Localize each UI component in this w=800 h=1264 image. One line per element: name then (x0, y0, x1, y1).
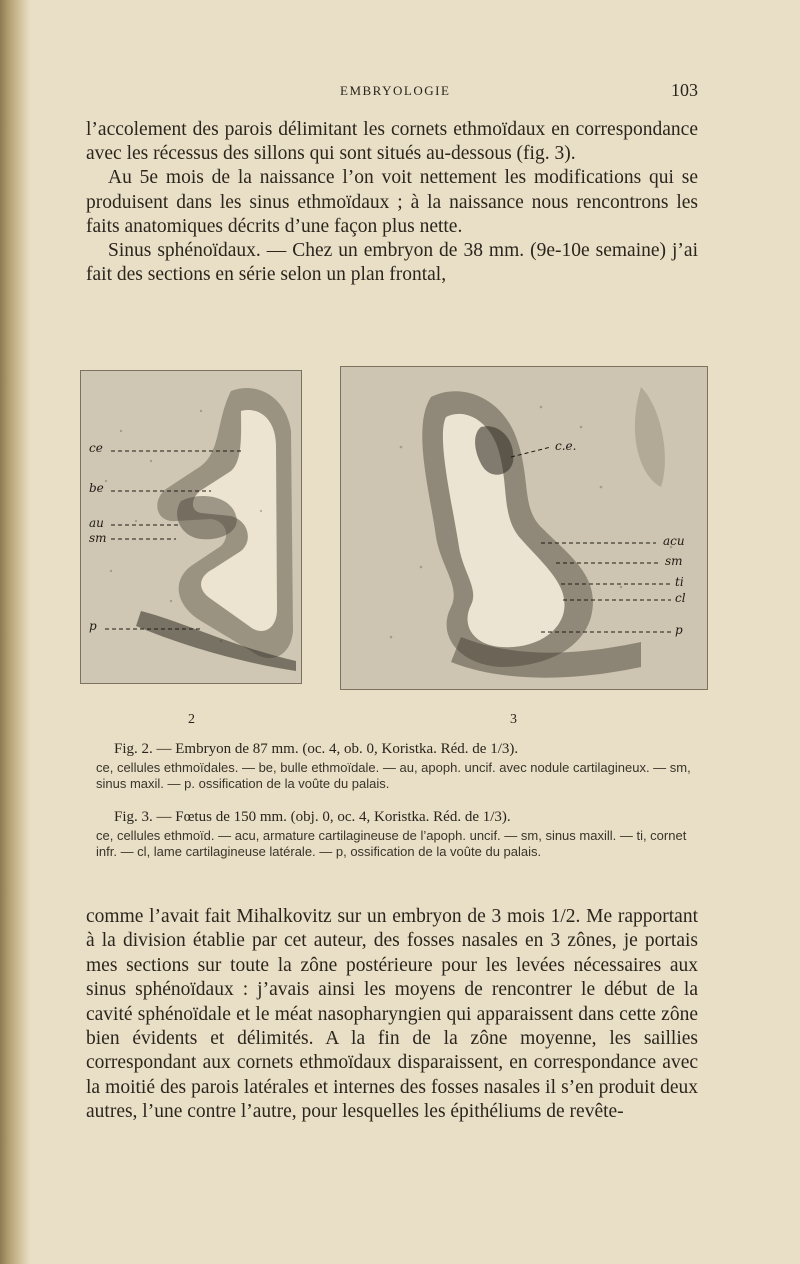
figure-2-number: 2 (188, 712, 195, 727)
fig2-label-sm: sm (89, 531, 107, 545)
fig3-label-sm: sm (665, 554, 683, 568)
fig3-label-cl: cl (675, 591, 686, 605)
fig3-label-p: p (675, 623, 683, 637)
figure-3-caption (96, 808, 696, 860)
fig3-label-ti: ti (675, 575, 684, 589)
page-number: 103 (671, 80, 698, 100)
figure-3-number: 3 (510, 712, 517, 727)
fig3-label-acu: acu (663, 534, 685, 548)
fig2-label-ce: ce (89, 441, 103, 455)
figure-2-drawing (81, 371, 301, 683)
fig3-label-ce: c.e. (555, 439, 577, 453)
figure-2-caption-title: Fig. 2. — Embryon de 87 mm. (oc. 4, ob. 0, Koristka. Réd. de 1/3). (114, 741, 519, 757)
fig2-label-p: p (89, 619, 97, 633)
paragraph-3: Sinus sphénoïdaux. — Chez un embryon de 38 mm. (9e-10e semaine) j’ai fait des sections en série selon un plan frontal, (86, 240, 698, 286)
top-text-block (86, 118, 698, 287)
fig2-label-be: be (89, 481, 104, 495)
figure-3-micrograph (340, 366, 708, 690)
figure-3-drawing (341, 367, 707, 689)
figure-3-caption-legend: ce, cellules ethmoïd. — acu, armature cartilagineuse de l’apoph. uncif. — sm, sinus maxill. — ti, cornet infr. — cl, lame cartilagineuse latérale. — p, ossification de la voûte du palais. (96, 828, 687, 859)
page-binding-shadow (0, 0, 30, 1264)
running-head (0, 80, 800, 102)
bottom-text-block (86, 905, 698, 1125)
paragraph-4: comme l’avait fait Mihalkovitz sur un embryon de 3 mois 1/2. Me rapportant à la division établie par cet auteur, des fosses nasales en 3 zônes, je portais mes sections sur toute la zône postérieure pour les levées nécessaires aux sinus sphénoïdaux : j’avais ainsi les moyens de rencontrer le début de la cavité sphénoïdale et le méat nasopharyngien qui apparaissent dans cette zône bien évidents et délimités. A la fin de la zône moyenne, les saillies correspondant aux cornets ethmoïdaux disparaissent, en correspondance avec la moitié des parois latérales et internes des fosses nasales il s’en produit deux autres, l’une contre l’autre, pour lesquelles les épithéliums de revête- (86, 906, 698, 1123)
paragraph-1: l’accolement des parois délimitant les cornets ethmoïdaux en correspondance avec les récessus des sillons qui sont situés au-dessous (fig. 3). (86, 119, 698, 165)
paragraph-2: Au 5e mois de la naissance l’on voit nettement les modifications qui se produisent dans les sinus ethmoïdaux ; à la naissance nous rencontrons les faits anatomiques décrits d’une façon plus nette. (86, 167, 698, 237)
figure-2-micrograph (80, 370, 302, 684)
figure-2-caption (96, 740, 696, 792)
running-title: EMBRYOLOGIE (340, 83, 451, 98)
fig2-label-au: au (89, 516, 104, 530)
figure-3-caption-title: Fig. 3. — Fœtus de 150 mm. (obj. 0, oc. 4, Koristka. Réd. de 1/3). (114, 809, 511, 825)
figure-2-caption-legend: ce, cellules ethmoïdales. — be, bulle ethmoïdale. — au, apoph. uncif. avec nodule cartilagineux. — sm, sinus maxil. — p. ossification de la voûte du palais. (96, 760, 691, 791)
